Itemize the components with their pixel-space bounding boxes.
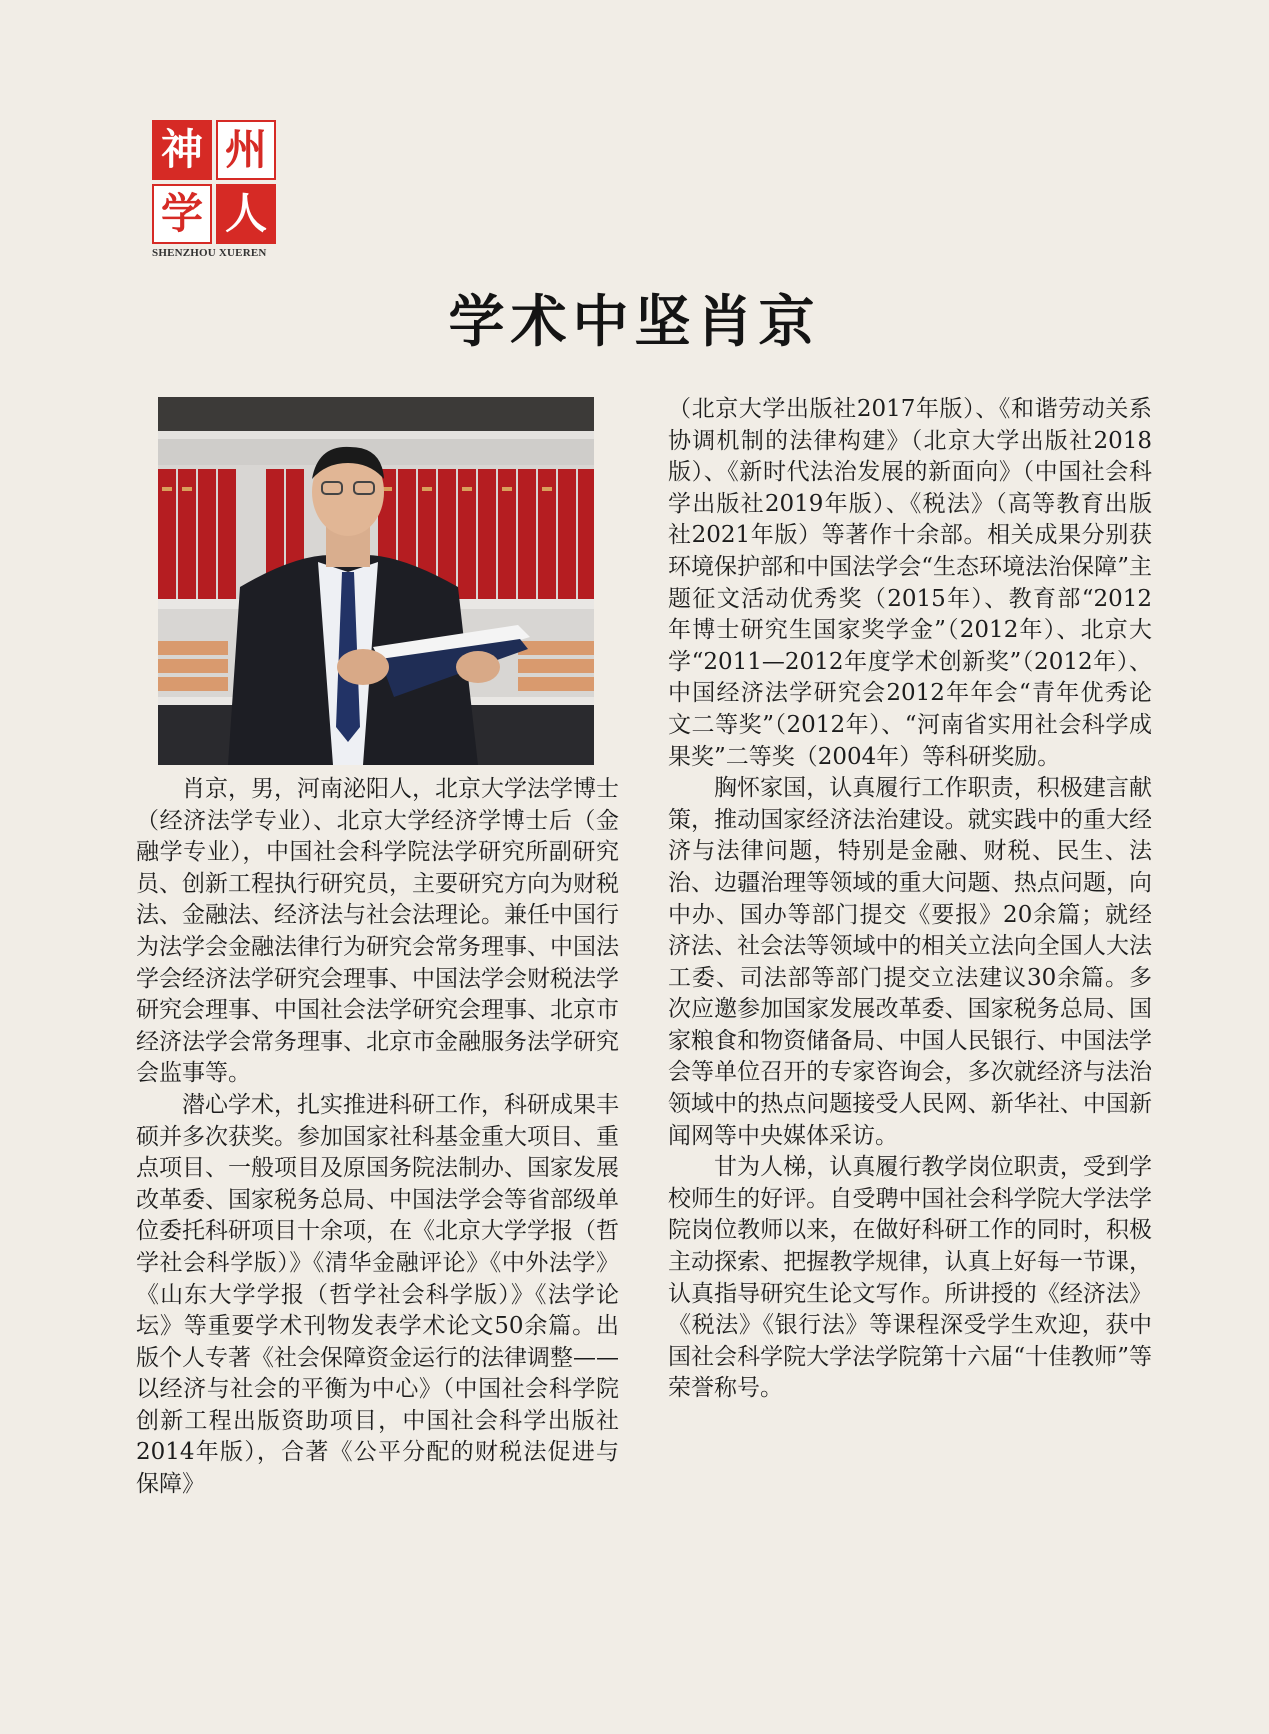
shenzhou-xueren-logo [152,120,276,259]
paragraph-biography: 肖京，男，河南泌阳人，北京大学法学博士（经济法学专业）、北京大学经济学博士后（金融学专业），中国社会科学院法学研究所副研究员、创新工程执行研究员，主要研究方向为财税法、金融法、经济法与社会法理论。兼任中国行为法学会金融法律行为研究会常务理事、中国法学会经济法学研究会理事、中国法学会财税法学研究会理事、中国社会法学研究会理事、北京市经济法学会常务理事、北京市金融服务法学研究会监事等。 [136,776,619,1087]
logo-grid [152,120,276,244]
paragraph-research-continued: （北京大学出版社2017年版）、《和谐劳动关系协调机制的法律构建》（北京大学出版社2018版）、《新时代法治发展的新面向》（中国社会科学出版社2019年版）、《税法》（高等教育出版社2021年版）等著作十余部。相关成果分别获环境保护部和中国法学会“生态环境法治保障”主题征文活动优秀奖（2015年）、教育部“2012年博士研究生国家奖学金”（2012年）、北京大学“2011—2012年度学术创新奖”（2012年）、中国经济法学研究会2012年年会“青年优秀论文二等奖”（2012年）、“河南省实用社会科学成果奖”二等奖（2004年）等科研奖励。 [668,396,1152,770]
logo-char-xue: 学 [152,184,212,244]
article-column-left [136,774,619,1501]
portrait-photo [158,397,594,765]
logo-caption: SHENZHOU XUEREN [152,247,267,259]
logo-char-shen: 神 [152,120,212,180]
article-column-right [668,394,1152,1405]
paragraph-teaching: 甘为人梯，认真履行教学岗位职责，受到学校师生的好评。自受聘中国社会科学院大学法学院岗位教师以来，在做好科研工作的同时，积极主动探索、把握教学规律，认真上好每一节课，认真指导研究生论文写作。所讲授的《经济法》《税法》《银行法》等课程深受学生欢迎，获中国社会科学院大学法学院第十六届“十佳教师”等荣誉称号。 [668,1154,1152,1402]
article-title: 学术中坚肖京 [448,290,821,355]
logo-char-ren: 人 [216,184,276,244]
paragraph-research: 潜心学术，扎实推进科研工作，科研成果丰硕并多次获奖。参加国家社科基金重大项目、重点项目、一般项目及原国务院法制办、国家发展改革委、国家税务总局、中国法学会等省部级单位委托科研项目十余项，在《北京大学学报（哲学社会科学版）》《清华金融评论》《中外法学》《山东大学学报（哲学社会科学版）》《法学论坛》等重要学术刊物发表学术论文50余篇。出版个人专著《社会保障资金运行的法律调整——以经济与社会的平衡为中心》（中国社会科学院创新工程出版资助项目，中国社会科学出版社2014年版），合著《公平分配的财税法促进与保障》 [136,1091,619,1498]
paragraph-public-service: 胸怀家国，认真履行工作职责，积极建言献策，推动国家经济法治建设。就实践中的重大经济与法律问题，特别是金融、财税、民生、法治、边疆治理等领域的重大问题、热点问题，向中办、国办等部门提交《要报》20余篇；就经济法、社会法等领域中的相关立法向全国人大法工委、司法部等部门提交立法建议30余篇。多次应邀参加国家发展改革委、国家税务总局、国家粮食和物资储备局、中国人民银行、中国法学会等单位召开的专家咨询会，多次就经济与法治领域中的热点问题接受人民网、新华社、中国新闻网等中央媒体采访。 [668,775,1152,1149]
logo-char-zhou: 州 [216,120,276,180]
